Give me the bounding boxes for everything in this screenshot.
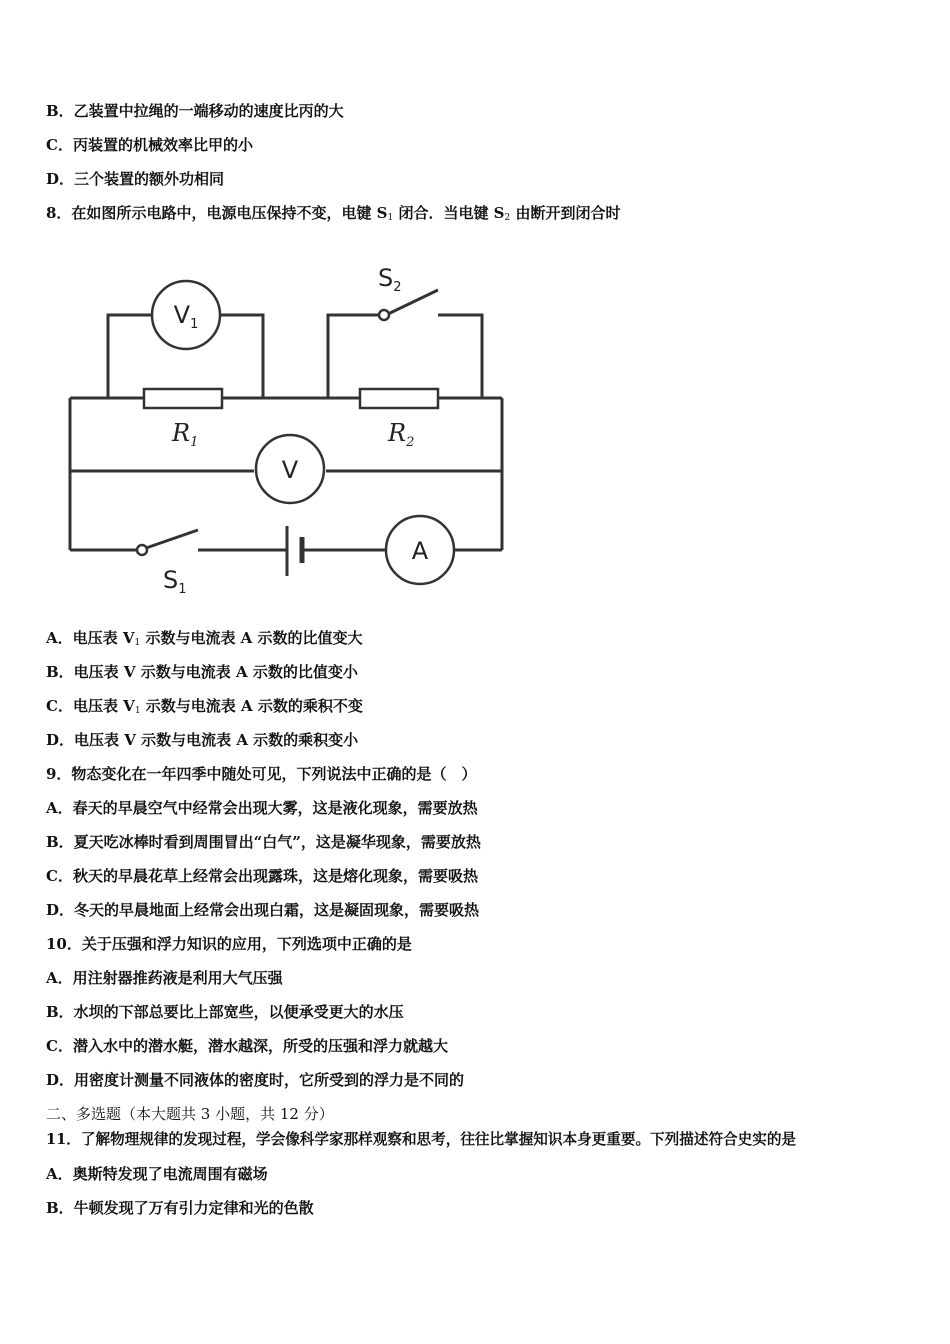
q8-option-b: B．电压表 V 示数与电流表 A 示数的比值变小 [46, 663, 358, 681]
q9-option-d: D．冬天的早晨地面上经常会出现白霜，这是凝固现象，需要吸热 [46, 901, 480, 919]
q8-stem: 8．在如图所示电路中，电源电压保持不变，电键 $S_1$ 闭合．当电键 $S_2$ 由断开到闭合时 [46, 204, 621, 223]
switch-s2-pivot [379, 310, 389, 320]
voltmeter-v1-label: $V_1$ [173, 301, 199, 332]
q10-stem: 10．关于压强和浮力知识的应用，下列选项中正确的是 [46, 935, 412, 953]
q9-stem: 9．物态变化在一年四季中随处可见，下列说法中正确的是（ ） [46, 765, 477, 783]
ammeter-a-label: A [411, 537, 429, 565]
switch-s1 [146, 530, 198, 548]
q11-option-a: A．奥斯特发现了电流周围有磁场 [46, 1165, 268, 1183]
resistor-r2 [360, 389, 438, 408]
v1-left-wire [108, 315, 152, 398]
q9-option-a: A．春天的早晨空气中经常会出现大雾，这是液化现象，需要放热 [46, 799, 478, 817]
q9-option-b: B．夏天吃冰棒时看到周围冒出“白气”，这是凝华现象，需要放热 [46, 833, 481, 851]
q10-option-d: D．用密度计测量不同液体的密度时，它所受到的浮力是不同的 [46, 1071, 465, 1089]
switch-s1-pivot [137, 545, 147, 555]
q10-option-b: B．水坝的下部总要比上部宽些，以便承受更大的水压 [46, 1003, 404, 1021]
s2-right-wire [438, 315, 482, 398]
q11-stem: 11．了解物理规律的发现过程，学会像科学家那样观察和思考，往往比掌握知识本身更重要。下列描述符合史实的是 [46, 1131, 797, 1148]
resistor-r2-label: $R_2$ [388, 419, 415, 450]
q7-option-b: B．乙装置中拉绳的一端移动的速度比丙的大 [46, 102, 344, 120]
q7-option-c: C．丙装置的机械效率比甲的小 [46, 136, 253, 154]
s2-left-wire [328, 315, 382, 398]
resistor-r1-label: $R_1$ [172, 419, 199, 450]
voltmeter-v-label: V [281, 456, 299, 484]
q9-option-c: C．秋天的早晨花草上经常会出现露珠，这是熔化现象，需要吸热 [46, 867, 478, 885]
q10-option-c: C．潜入水中的潜水艇，潜水越深，所受的压强和浮力就越大 [46, 1037, 448, 1055]
q8-option-a: A．电压表 $V_1$ 示数与电流表 A 示数的比值变大 [46, 629, 363, 648]
q8-option-d: D．电压表 V 示数与电流表 A 示数的乘积变小 [46, 731, 359, 749]
q10-option-a: A．用注射器推药液是利用大气压强 [46, 969, 283, 987]
resistor-r1 [144, 389, 222, 408]
q7-option-d: D．三个装置的额外功相同 [46, 170, 225, 188]
switch-s2-label: $S_2$ [378, 264, 402, 295]
circuit-diagram [60, 258, 520, 603]
switch-s1-label: $S_1$ [163, 566, 187, 597]
q11-option-b: B．牛顿发现了万有引力定律和光的色散 [46, 1199, 314, 1217]
v1-right-wire [220, 315, 263, 398]
q8-option-c: C．电压表 $V_1$ 示数与电流表 A 示数的乘积不变 [46, 697, 363, 716]
section-heading-multi-choice: 二、多选题（本大题共 3 小题，共 12 分） [46, 1105, 334, 1123]
